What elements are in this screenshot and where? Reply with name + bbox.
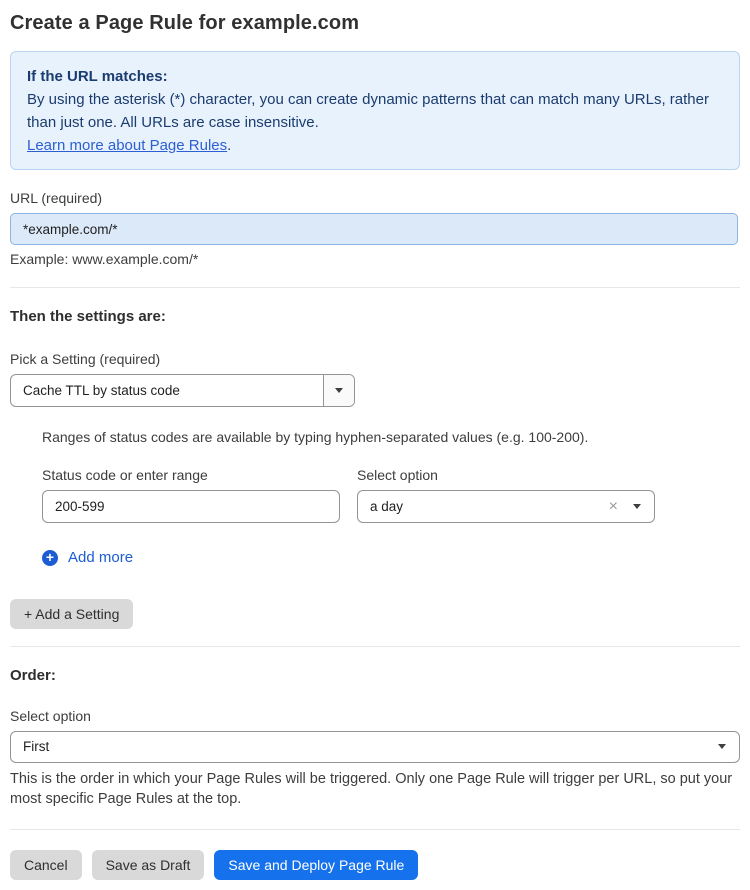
page-title: Create a Page Rule for example.com [10, 12, 360, 34]
add-more-label: Add more [68, 549, 134, 566]
clear-icon[interactable]: × [608, 497, 618, 515]
url-field-helper: Example: www.example.com/* [10, 251, 199, 267]
add-more-link[interactable] [42, 549, 133, 566]
footer-actions [10, 850, 740, 880]
caret-down-icon [718, 744, 726, 749]
divider [10, 829, 740, 830]
cancel-button[interactable]: Cancel [10, 850, 82, 880]
learn-more-link[interactable]: Learn more about Page Rules [27, 137, 228, 154]
ttl-select-icons [609, 499, 654, 515]
ttl-select[interactable] [357, 490, 655, 523]
status-code-column [42, 467, 340, 523]
caret-down-icon[interactable] [633, 504, 641, 509]
info-box-heading: If the URL matches: [27, 68, 168, 85]
order-helper-text: This is the order in which your Page Rules will be triggered. Only one Page Rule will trigger per URL, so put your most specific Page Rules at the top. [10, 770, 733, 807]
ttl-selected-value: a day [370, 499, 404, 514]
save-as-draft-button[interactable]: Save as Draft [92, 850, 205, 880]
order-select[interactable] [10, 731, 740, 763]
order-select-label: Select option [10, 707, 91, 724]
divider [10, 646, 740, 647]
pick-setting-select[interactable] [10, 374, 355, 407]
add-a-setting-button[interactable]: + Add a Setting [10, 599, 133, 629]
ttl-column [357, 467, 655, 523]
status-code-row [42, 467, 740, 523]
url-field-label: URL (required) [10, 190, 103, 206]
order-selected-value: First [23, 739, 50, 754]
link-suffix-text: . [227, 137, 232, 154]
plus-circle-icon: + [42, 550, 58, 566]
cache-ttl-sub-setting [42, 429, 740, 567]
pick-setting-dropdown-button[interactable] [323, 375, 354, 406]
status-code-input[interactable] [42, 490, 340, 523]
info-box-body: By using the asterisk (*) character, you can create dynamic patterns that can match many URLs, rather than just one. All URLs are case insensitive. [27, 91, 709, 131]
status-code-label: Status code or enter range [42, 467, 208, 483]
pick-setting-label: Pick a Setting (required) [10, 351, 161, 367]
save-and-deploy-button[interactable]: Save and Deploy Page Rule [214, 850, 418, 880]
caret-down-icon [335, 388, 343, 393]
url-match-info-box [10, 51, 740, 170]
url-input[interactable] [10, 213, 738, 245]
settings-section-heading: Then the settings are: [10, 308, 166, 325]
order-section-heading: Order: [10, 666, 56, 684]
pick-setting-selected-value: Cache TTL by status code [23, 383, 180, 398]
ttl-select-label: Select option [357, 467, 438, 483]
status-code-ranges-note: Ranges of status codes are available by typing hyphen-separated values (e.g. 100-200). [42, 429, 589, 445]
info-box-link-row [27, 134, 723, 157]
divider [10, 287, 740, 288]
order-select-icons [718, 744, 739, 749]
